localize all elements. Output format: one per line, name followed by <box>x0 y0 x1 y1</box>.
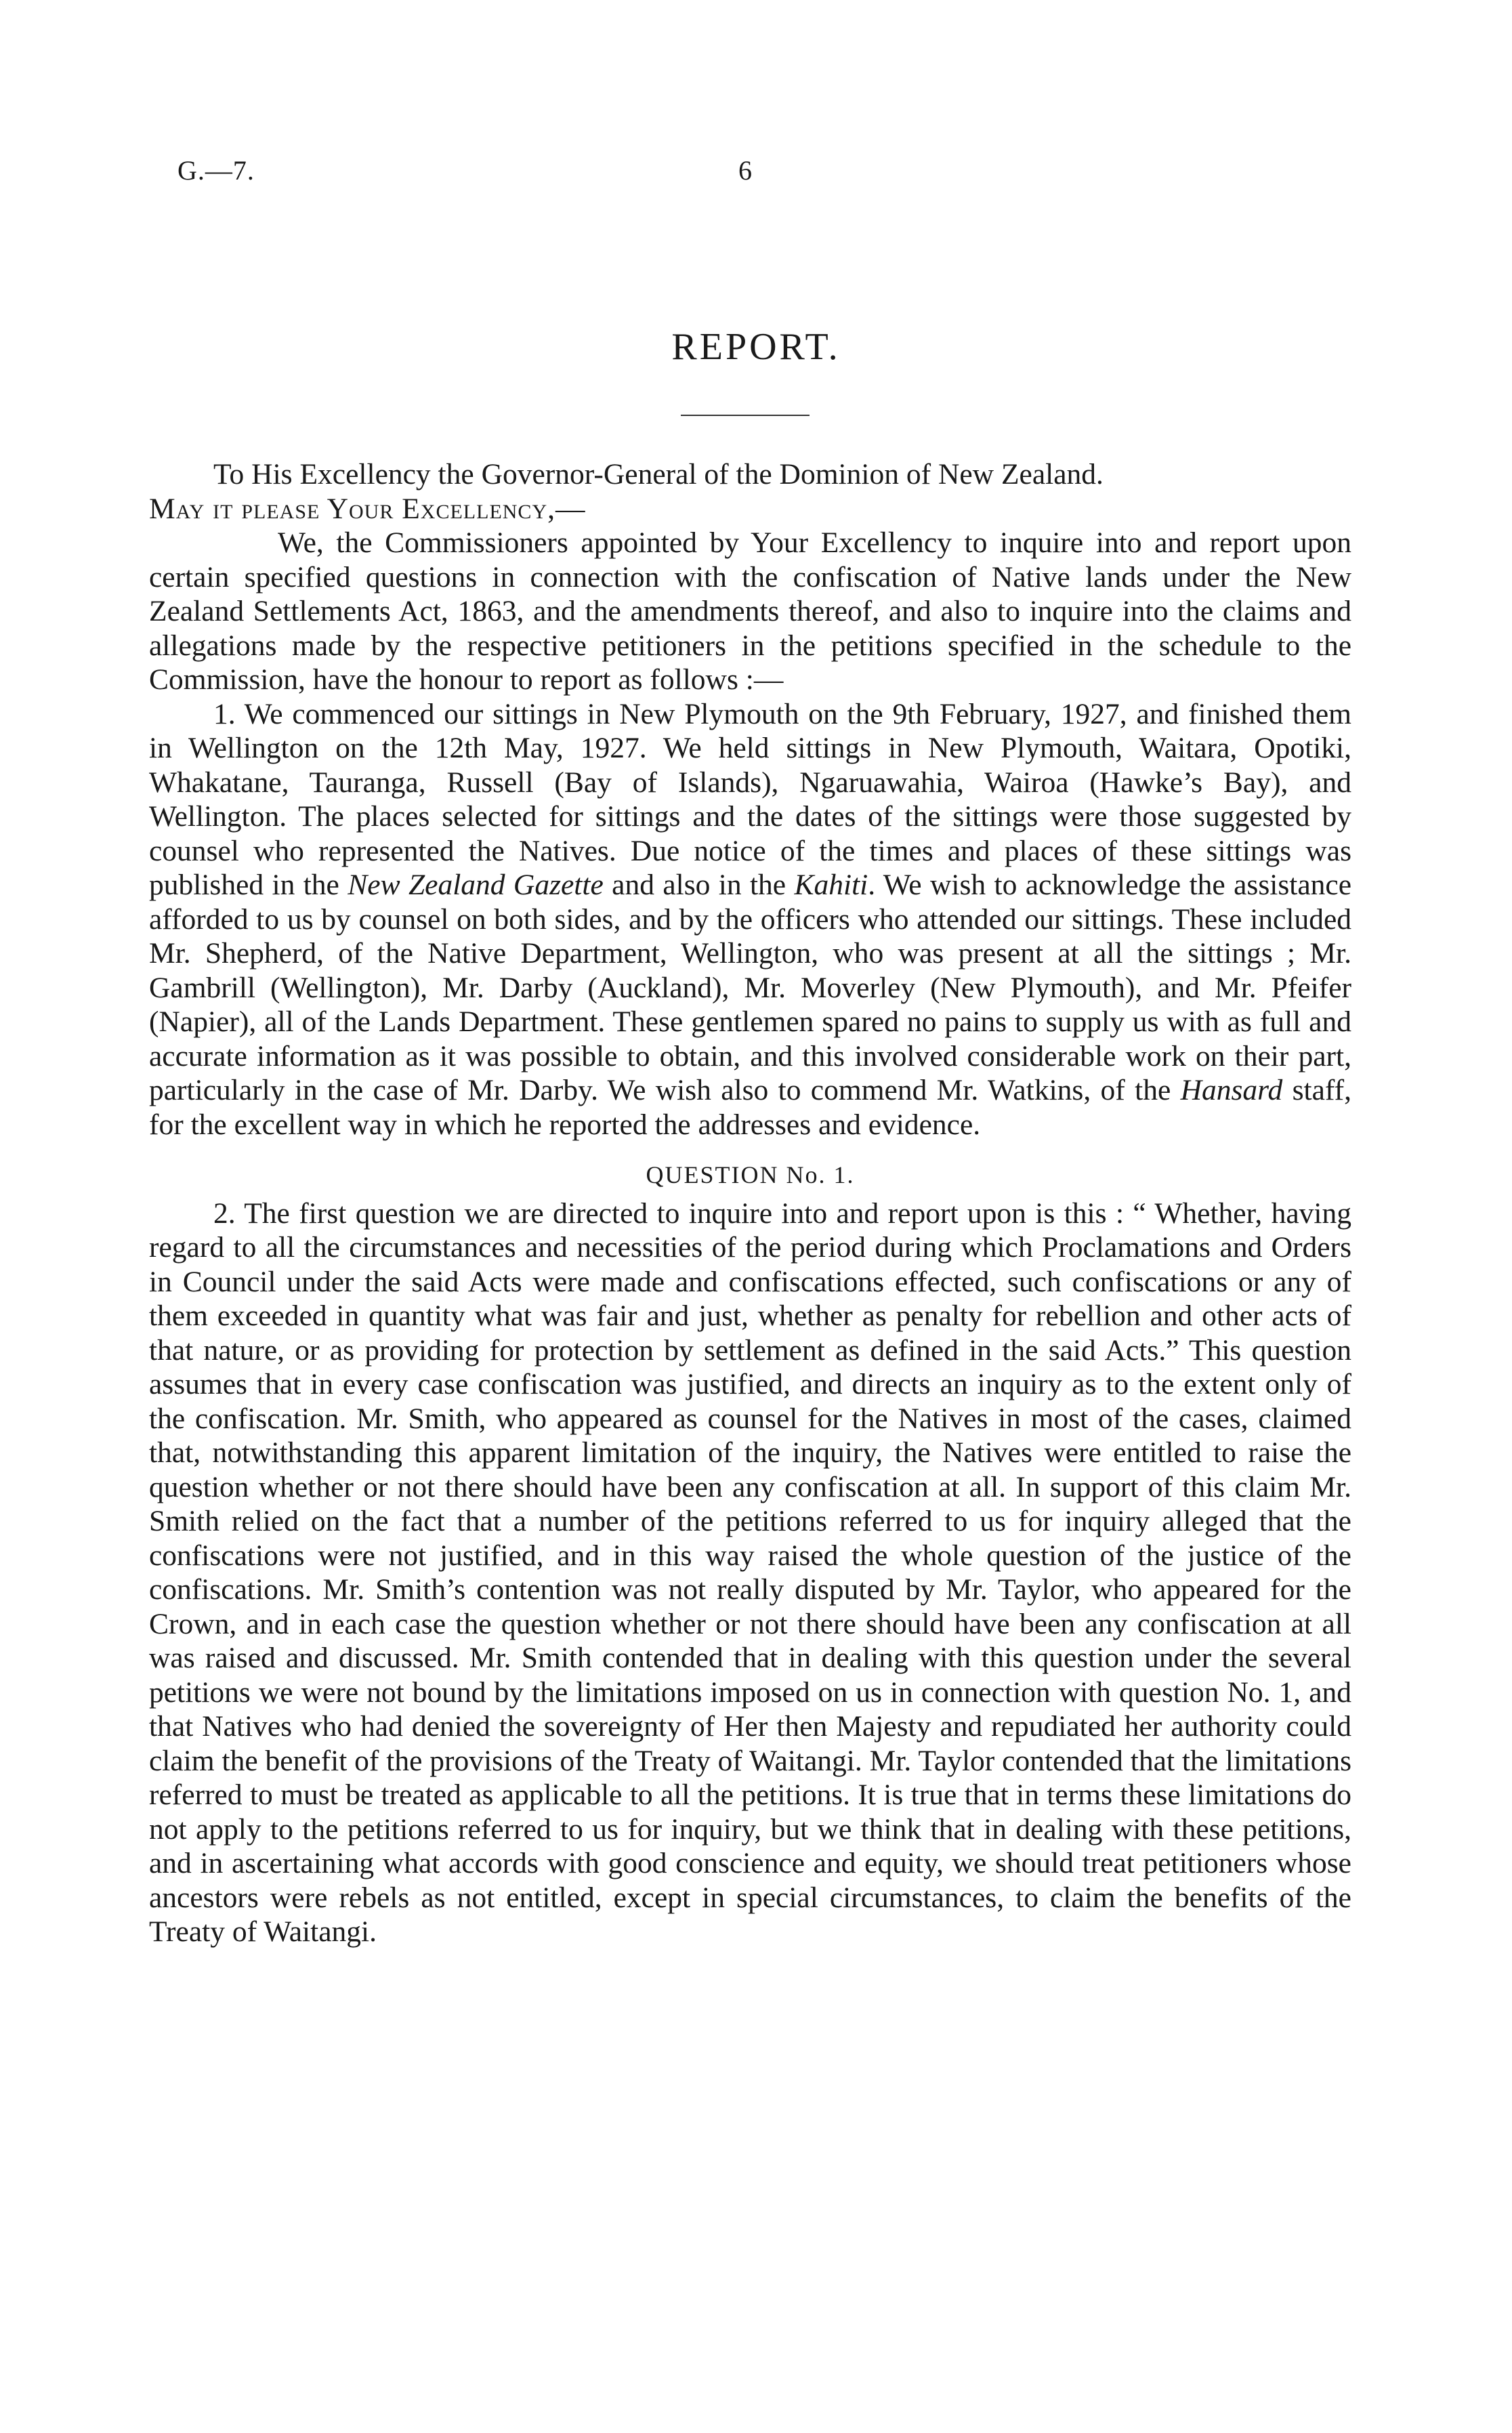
paragraph-2: 2. The first question we are directed to inquire into and report upon is this : “ Whether, having regard to all the circumstances and necessities of the period during which Proclamations and Orders in Council under the said Acts were made and confiscations effected, such confiscations or any of them exceeded in quantity what was fair and just, whether as penalty for rebellion and other acts of that nature, or as providing for protection by settlement as defined in the said Acts.” This question assumes that in every case confiscation was justified, and directs an inquiry as to the extent only of the confiscation. Mr. Smith, who appeared as counsel for the Natives in most of the cases, claimed that, notwithstanding this apparent limitation of the inquiry, the Natives were entitled to raise the question whether or not there should have been any confiscation at all. In support of this claim Mr. Smith relied on the fact that a number of the petitions referred to us for inquiry alleged that the confiscations were not justified, and in this way raised the whole question of the justice of the confiscations. Mr. Smith’s contention was not really disputed by Mr. Taylor, who appeared for the Crown, and in each case the question whether or not there should have been any confiscation at all was raised and discussed. Mr. Smith contended that in dealing with this question under the several petitions we were not bound by the limitations imposed on us in connection with question No. 1, and that Natives who had denied the sovereignty of Her then Majesty and repudiated her authority could claim the benefit of the provisions of the Treaty of Waitangi. Mr. Taylor contended that the limitations referred to must be treated as applicable to all the petitions. It is true that in terms these limitations do not apply to the petitions referred to us for inquiry, but we think that in dealing with these petitions, and in ascertaining what accords with good conscience and equity, we should treat petitioners whose ancestors were rebels as not entitled, except in special circumstances, to claim the benefits of the Treaty of Waitangi. <box>149 1197 1352 1948</box>
hansard-title: Hansard <box>1180 1074 1283 1106</box>
question-heading: QUESTION No. 1. <box>646 1161 855 1188</box>
title-rule <box>681 415 810 416</box>
gazette-title: New Zealand Gazette <box>348 869 604 901</box>
report-body <box>149 457 1351 1949</box>
addressee: To His Excellency the Governor-General of the Dominion of New Zealand. <box>213 458 1104 491</box>
page-number: 6 <box>738 155 752 186</box>
paragraph-1-part-a: 1. We commenced our sittings in New Plymouth on the 9th February, 1927, and finished them in Wellington on the 12th May, 1927. We held sittings in New Plymouth, Waitara, Opotiki, Whakatane, Tauranga, Russell (Bay of Islands), Ngaruawahia, Wairoa (Hawke’s Bay), and Wellington. The places selected for sittings and the dates of the sittings were those suggested by counsel who represented the Natives. Due notice of the times and places of these sittings was published in the <box>149 697 1351 901</box>
intro-paragraph: We, the Commissioners appointed by Your Excellency to inquire into and report upon certain specified questions in connection with the confiscation of Native lands under the New Zealand Settlements Act, 1863, and the amendments thereof, and also to inquire into the claims and allegations made by the respective petitioners in the petitions specified in the schedule to the Commission, have the honour to report as follows :— <box>149 526 1351 696</box>
document-reference: G.—7. <box>177 155 255 186</box>
paragraph-1 <box>149 697 1351 1142</box>
salutation: May it please Your Excellency,— <box>149 492 586 525</box>
paragraph-1-part-d: staff, for the excellent way in which he reported the addresses and evidence. <box>149 1074 1351 1141</box>
paragraph-1-part-c: . We wish to acknowledge the assistance afforded to us by counsel on both sides, and by the officers who attended our sittings. These included Mr. Shepherd, of the Native Department, Wellington, who was present at all the sittings ; Mr. Gambrill (Wellington), Mr. Darby (Auckland), Mr. Moverley (New Plymouth), and Mr. Pfeifer (Napier), all of the Lands Department. These gentlemen spared no pains to supply us with as full and accurate information as it was possible to obtain, and this involved considerable work on their part, particularly in the case of Mr. Darby. We wish also to commend Mr. Watkins, of the <box>149 869 1352 1106</box>
kahiti-title: Kahiti <box>794 869 868 901</box>
report-title: REPORT. <box>671 326 841 368</box>
paragraph-1-part-b: and also in the <box>603 869 795 901</box>
